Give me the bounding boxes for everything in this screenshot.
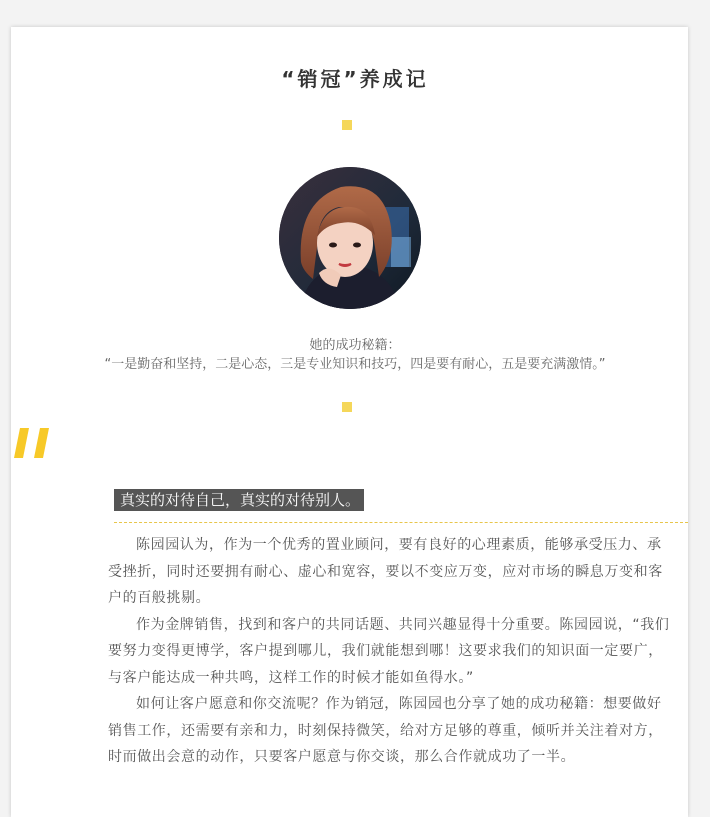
paragraph: 如何让客户愿意和你交流呢？作为销冠，陈园园也分享了她的成功秘籍：想要做好销售工作，还需要有亲和力，时刻保持微笑，给对方足够的尊重，倾听并关注着对方，时而做出会意的动作，只要客户愿意与你交谈，那么合作就成功了一半。 <box>108 696 663 765</box>
paragraph: 作为金牌销售，找到和客户的共同话题、共同兴趣显得十分重要。陈园园说，“我们要努力变得更博学，客户提到哪儿，我们就能想到哪！这要求我们的知识面一定要广，与客户能达成一种共鸣，这样工作的时候才能如鱼得水。” <box>108 616 670 686</box>
divider-line <box>114 522 688 523</box>
section-headline: 真实的对待自己，真实的对待别人。 <box>114 489 364 511</box>
portrait-photo <box>279 167 421 309</box>
article-title: “销冠”养成记 <box>281 67 429 91</box>
article-body <box>108 532 670 771</box>
secret-label: 她的成功秘籍： <box>309 338 401 353</box>
avatar <box>279 167 421 309</box>
quote-mark-icon <box>14 428 54 458</box>
square-dot-icon <box>342 120 352 130</box>
secret-text: “一是勤奋和坚持，二是心态，三是专业知识和技巧，四是要有耐心，五是要充满激情。” <box>104 357 606 372</box>
paragraph: 陈园园认为，作为一个优秀的置业顾问，要有良好的心理素质，能够承受压力、承受挫折，同时还要拥有耐心、虚心和宽容，要以不变应万变，应对市场的瞬息万变和客户的百般挑剔。 <box>108 537 663 606</box>
square-dot-icon <box>342 402 352 412</box>
